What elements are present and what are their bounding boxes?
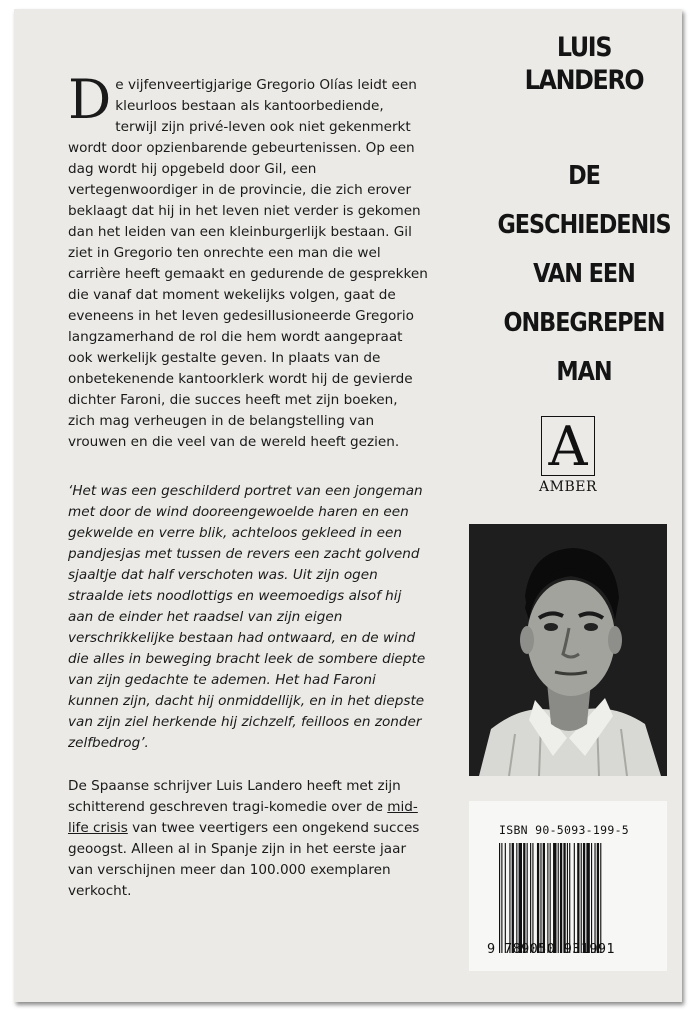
blurb-underlined-phrase: mid-life crisis <box>68 799 418 836</box>
blurb-paragraph-1 <box>68 68 428 453</box>
blurb-paragraph-3-end: van twee veertigers een ongekend succes geoogst. Alleen al in Spanje zijn in het eerste jaar van verschijnen meer dan 100.000 exemplaren verkocht. <box>68 820 420 899</box>
blurb-quote: ‘Het was een geschilderd portret van een jongeman met door de wind dooreengewoelde haren en een gekwelde en verre blik, achteloos gekleed in een pandjesjas met tussen de revers een zacht golvend sjaaltje dat half verschoten was. Uit zijn ogen straalde iets noodlottigs en weemoedigs alsof hij aan de einder het raadsel van zijn eigen verschrikkelijke bestaan had ontwaard, en de wind die alles in beweging bracht leek de sombere diepte van zijn gedachte te ademen. Het had Faroni kunnen zijn, dacht hij onmiddellijk, en in het diepste van zijn ziel herkende hij zichzelf, feilloos en zonder zelfbedrog’. <box>68 483 426 751</box>
title-line: GESCHIEDENIS <box>497 210 671 240</box>
blurb-text <box>68 68 428 902</box>
barcode-icon <box>499 843 639 953</box>
book-back-cover <box>14 9 682 1002</box>
publisher-logo-icon: A <box>541 416 595 476</box>
blurb-paragraph-3-start: De Spaanse schrijver Luis Landero heeft met zijn schitterend geschreven tragi-komedie over de <box>68 778 401 815</box>
author-name: LUIS LANDERO <box>524 32 644 96</box>
blurb-paragraph-3 <box>68 776 428 902</box>
publisher-logo <box>538 416 598 495</box>
blurb-paragraph-1-text: e vijfenveertigjarige Gregorio Olías leidt een kleurloos bestaan als kantoorbediende, terwijl zijn privé-leven ook niet gekenmerkt wordt door opzienbarende gebeurtenissen. Op een dag wordt hij opgebeld door Gil, een vertegenwoordiger in de provincie, die zich erover beklaagt dat hij in het leven niet verder is gekomen dan het leiden van een kleinburgerlijk bestaan. Gil ziet in Gregorio ten onrechte een man die wel carrière heeft gemaakt en gedurende de gesprekken die vanaf dat moment wekelijks volgen, gaat de eveneens in het leven gedesillusioneerde Gregorio langzamerhand de rol die hem wordt aangepraat ook werkelijk gestalte geven. In plaats van de onbetekenende kantoorklerk wordt hij de gevierde dichter Faroni, die succes heeft met zijn boeken, zich mag verheugen in de belangstelling van vrouwen en die veel van de wereld heeft gezien. <box>68 77 428 450</box>
title-line: DE <box>568 161 600 191</box>
barcode-panel <box>469 801 667 971</box>
publisher-name: AMBER <box>539 479 597 495</box>
drop-cap: D <box>68 68 112 131</box>
book-title <box>485 152 682 397</box>
author-portrait-image <box>469 524 667 776</box>
author-photo <box>469 524 667 776</box>
isbn-number: ISBN 90-5093-199-5 <box>499 823 630 837</box>
ean-number: 9 789050 931991 <box>487 941 615 957</box>
title-line: VAN EEN <box>533 259 635 289</box>
title-line: MAN <box>556 357 612 387</box>
title-line: ONBEGREPEN <box>503 308 665 338</box>
